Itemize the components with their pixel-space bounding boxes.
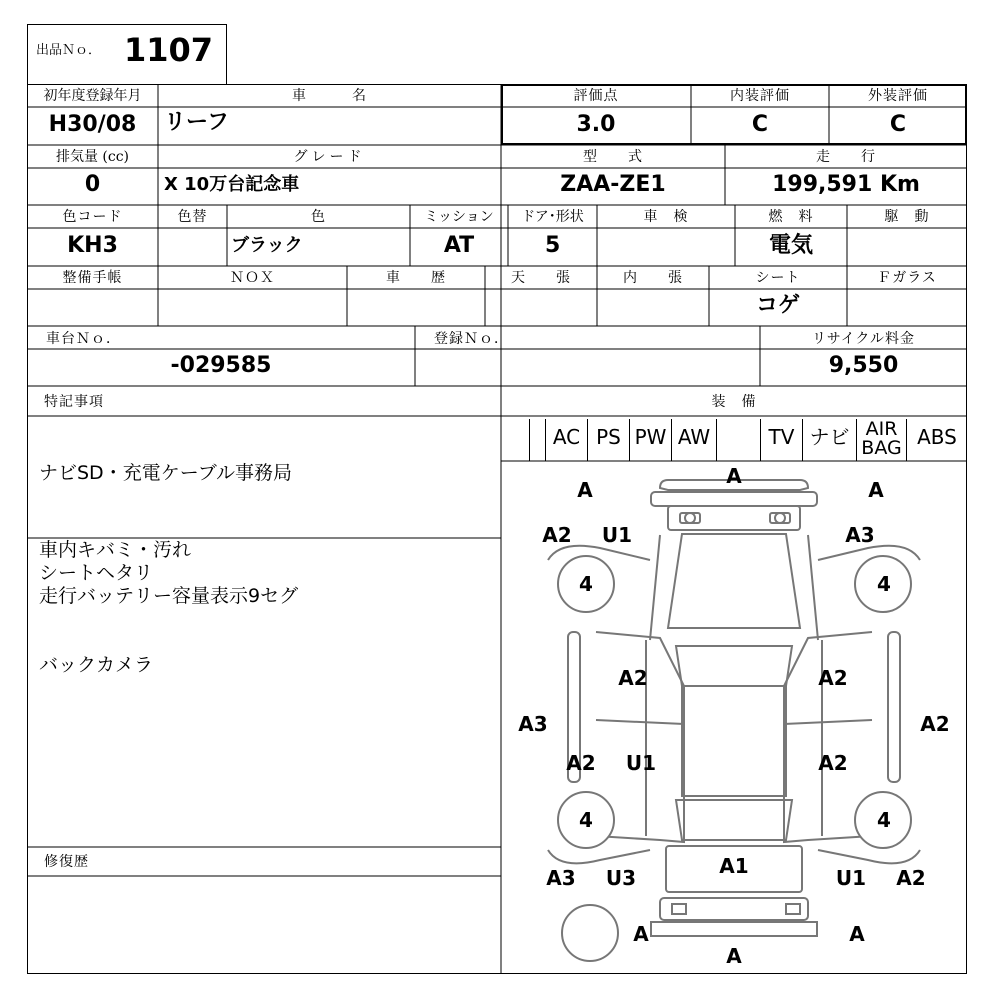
equipment-label: 装 備 (711, 394, 757, 410)
mission-label: ミッション (424, 209, 494, 225)
drive-label: 駆 動 (884, 209, 930, 225)
mark-back-door: A1 (719, 854, 749, 878)
notes-top: ナビSD・充電ケーブル事務局 (39, 462, 292, 484)
mark-left-side: A3 (518, 712, 548, 736)
tires (558, 556, 911, 848)
repair-history-label: 修復歴 (44, 854, 89, 870)
equipment-ps: PS (588, 419, 630, 461)
mark-left-door-rear: A2 (566, 751, 596, 775)
car-name-label: 車 名 (292, 88, 367, 104)
equipment-ac: AC (546, 419, 588, 461)
equipment-blank-1 (529, 419, 546, 461)
mileage-label: 走 行 (816, 149, 876, 165)
mark-tire-rr: 4 (877, 808, 891, 832)
mark-left-front-fender: A2 (542, 523, 572, 547)
mileage-value: 199,591 Km (772, 172, 920, 197)
mark-tire-rl: 4 (579, 808, 593, 832)
equipment-blank-2 (717, 419, 761, 461)
door-label: ドア･形状 (521, 209, 584, 225)
notes-label: 特記事項 (44, 394, 104, 410)
recycle-value: 9,550 (828, 353, 899, 378)
roof-label: 天 張 (511, 270, 571, 286)
door-value: 5 (545, 233, 561, 258)
equipment-pw: PW (630, 419, 672, 461)
mark-tire-fl: 4 (579, 572, 593, 596)
fuel-value: 電気 (768, 233, 813, 258)
mark-right-door-front: A2 (818, 666, 848, 690)
lot-number-box (27, 24, 227, 85)
model-label: 型 式 (583, 149, 643, 165)
mark-right-front-fender: A3 (845, 523, 875, 547)
mark-front-left: A (577, 478, 593, 502)
maintenance-label: 整備手帳 (62, 270, 123, 286)
chassis-value: -029585 (170, 353, 272, 378)
equipment-navi: ナビ (803, 419, 857, 461)
fuel-label: 燃 料 (768, 209, 814, 225)
displacement-value: 0 (84, 172, 101, 197)
notes-line-3: 走行バッテリー容量表示9セグ (39, 585, 299, 607)
inspection-label: 車 検 (643, 209, 689, 225)
spare-tire (562, 905, 618, 961)
recycle-label: リサイクル料金 (811, 331, 916, 347)
model-value: ZAA-ZE1 (560, 172, 666, 197)
equipment-abs: ABS (917, 425, 957, 449)
score-value: 3.0 (576, 112, 616, 137)
mark-left-door-front: A2 (618, 666, 648, 690)
registration-value: H30/08 (48, 112, 137, 137)
registration-number-label: 登録Ｎｏ． (434, 331, 509, 347)
mark-left-front-pillar: U1 (601, 523, 633, 547)
seat-value: コゲ (755, 293, 800, 318)
mark-rear-bumper-left: A (633, 922, 649, 946)
notes-line-1: 車内キバミ・汚れ (39, 539, 192, 561)
repaint-label: 色替 (177, 209, 208, 225)
mark-rear-center: A (726, 944, 742, 968)
damage-diagram (501, 461, 967, 974)
mark-front-center: A (726, 464, 742, 488)
notes-line-5: バックカメラ (39, 654, 154, 676)
score-label: 評価点 (573, 88, 619, 104)
mark-tire-fr: 4 (877, 572, 891, 596)
grade-label: グレード (293, 149, 366, 165)
registration-label: 初年度登録年月 (43, 88, 142, 104)
mark-rear-right-u1: U1 (835, 866, 867, 890)
mark-right-side: A2 (920, 712, 950, 736)
mark-right-door-rear: A2 (818, 751, 848, 775)
mission-value: AT (443, 233, 475, 258)
car-name-value: リーフ (164, 110, 229, 135)
mark-rear-left-quarter: A3 (546, 866, 576, 890)
mark-left-door-rear-u1: U1 (625, 751, 657, 775)
color-value: ブラック (231, 235, 303, 256)
history-label: 車 歴 (386, 270, 446, 286)
mark-rear-right-quarter: A2 (896, 866, 926, 890)
inner-label: 内 張 (623, 270, 683, 286)
color-label: 色 (311, 209, 326, 225)
exterior-label: 外装評価 (868, 88, 928, 104)
grade-value: X 10万台記念車 (164, 174, 300, 195)
seat-label: シート (755, 270, 801, 286)
color-code-label: 色コード (62, 209, 123, 225)
lot-number: 1107 (124, 31, 214, 69)
interior-value: C (751, 112, 769, 137)
equipment-airbag: AIR BAG (857, 419, 907, 461)
notes-line-2: シートヘタリ (39, 562, 154, 584)
lot-label: 出品Ｎｏ． (36, 43, 102, 58)
mark-rear-left-u3: U3 (605, 866, 637, 890)
exterior-value: C (889, 112, 907, 137)
mark-rear-bumper-right: A (849, 922, 865, 946)
mark-front-right: A (868, 478, 884, 502)
interior-label: 内装評価 (730, 88, 790, 104)
front-glass-label: Ｆガラス (877, 270, 937, 286)
equipment-aw: AW (672, 419, 717, 461)
chassis-label: 車台Ｎｏ． (46, 331, 121, 347)
equipment-tv: TV (761, 419, 803, 461)
nox-label: ＮＯＸ (230, 270, 275, 286)
displacement-label: 排気量 (cc) (55, 149, 130, 165)
color-code-value: KH3 (67, 233, 118, 258)
